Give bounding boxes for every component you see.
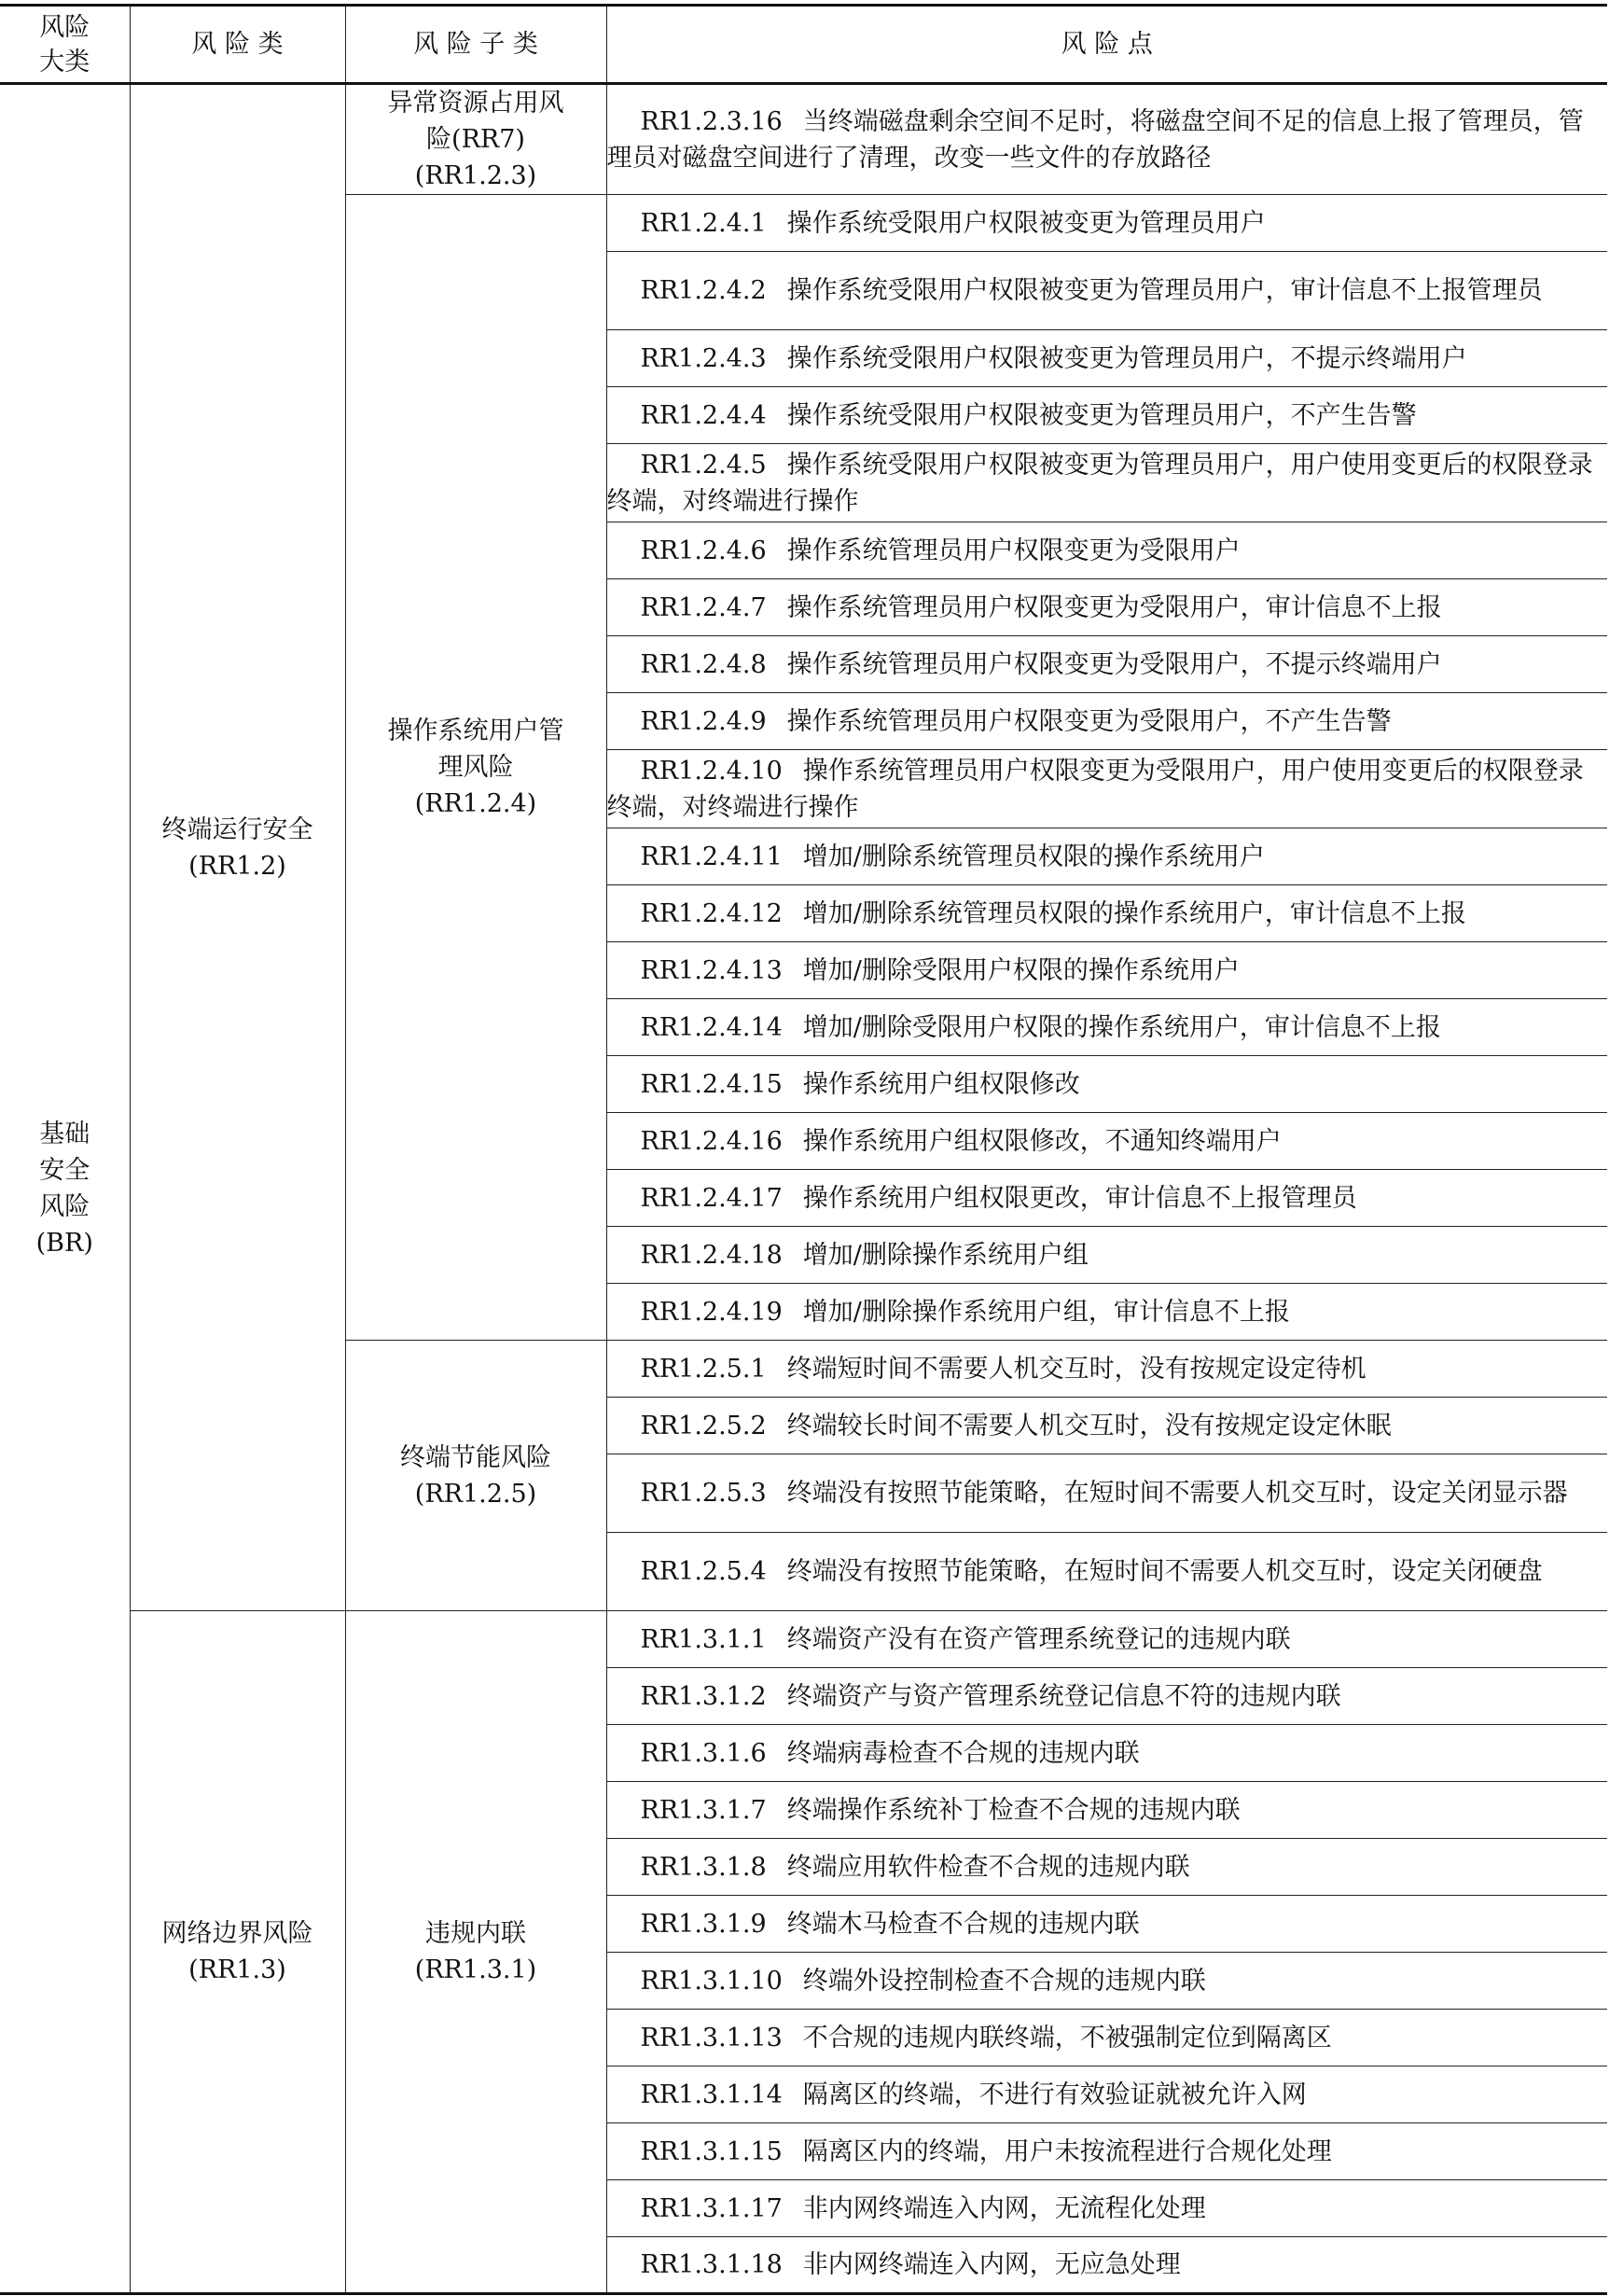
risk-point-cell	[606, 1668, 1607, 1725]
risk-code: RR1.3.1.9	[640, 1909, 767, 1939]
risk-code: RR1.2.4.1	[640, 208, 767, 238]
risk-point-cell	[606, 750, 1607, 828]
risk-code: RR1.2.4.3	[640, 343, 767, 373]
risk-text: 操作系统管理员用户权限变更为受限用户，用户使用变更后的权限登录终端，对终端进行操作	[606, 756, 1584, 822]
subclass-rr123-cell: 异常资源占用风 险(RR7) (RR1.2.3)	[345, 84, 606, 195]
risk-point-cell	[606, 387, 1607, 444]
risk-point-cell	[606, 2180, 1607, 2237]
risk-point-cell	[606, 1533, 1607, 1611]
risk-text: 操作系统用户组权限更改，审计信息不上报管理员	[802, 1183, 1357, 1213]
risk-code: RR1.3.1.8	[640, 1852, 767, 1882]
risk-point-cell	[606, 636, 1607, 693]
risk-text: 增加/删除操作系统用户组，审计信息不上报	[802, 1297, 1290, 1327]
class-terminal-cell: 终端运行安全 (RR1.2)	[130, 84, 345, 1611]
risk-point-cell	[606, 1227, 1607, 1284]
risk-text: 终端短时间不需要人机交互时，没有按规定设定待机	[786, 1354, 1366, 1384]
risk-point-cell	[606, 1341, 1607, 1398]
table-row	[0, 1611, 1607, 1668]
risk-code: RR1.2.4.16	[640, 1126, 783, 1156]
risk-text: 终端资产没有在资产管理系统登记的违规内联	[786, 1624, 1291, 1654]
risk-code: RR1.2.4.19	[640, 1297, 783, 1327]
risk-text: 操作系统管理员用户权限变更为受限用户，不产生告警	[786, 706, 1392, 736]
risk-code: RR1.3.1.13	[640, 2023, 783, 2052]
risk-point-cell	[606, 330, 1607, 387]
risk-point-cell	[606, 1056, 1607, 1113]
risk-text: 操作系统管理员用户权限变更为受限用户	[786, 536, 1241, 565]
risk-code: RR1.2.4.11	[640, 842, 783, 871]
risk-point-cell	[606, 693, 1607, 750]
header-row	[0, 6, 1607, 84]
risk-text: 操作系统受限用户权限被变更为管理员用户，用户使用变更后的权限登录终端，对终端进行操作	[606, 450, 1593, 516]
risk-text: 操作系统受限用户权限被变更为管理员用户，不提示终端用户	[786, 343, 1467, 373]
risk-point-cell	[606, 2123, 1607, 2180]
risk-code: RR1.2.4.12	[640, 898, 783, 928]
risk-text: 操作系统管理员用户权限变更为受限用户，不提示终端用户	[786, 649, 1442, 679]
table-row	[0, 84, 1607, 195]
risk-code: RR1.2.5.3	[640, 1479, 767, 1508]
risk-text: 终端外设控制检查不合规的违规内联	[802, 1966, 1206, 1996]
risk-code: RR1.3.1.10	[640, 1966, 783, 1996]
risk-text: 终端较长时间不需要人机交互时，没有按规定设定休眠	[786, 1411, 1392, 1440]
risk-text: 操作系统用户组权限修改，不通知终端用户	[802, 1126, 1282, 1156]
risk-text: 操作系统受限用户权限被变更为管理员用户，审计信息不上报管理员	[786, 276, 1543, 305]
risk-text: 终端没有按照节能策略，在短时间不需要人机交互时，设定关闭显示器	[786, 1479, 1568, 1508]
risk-point-cell	[606, 828, 1607, 885]
risk-code: RR1.2.4.7	[640, 592, 767, 622]
risk-text: 增加/删除受限用户权限的操作系统用户，审计信息不上报	[802, 1012, 1441, 1042]
risk-text: 增加/删除系统管理员权限的操作系统用户，审计信息不上报	[802, 898, 1466, 928]
risk-point-cell	[606, 1113, 1607, 1170]
risk-point-cell	[606, 522, 1607, 579]
risk-text: 隔离区内的终端，用户未按流程进行合规化处理	[802, 2136, 1332, 2166]
risk-text: 终端资产与资产管理系统登记信息不符的违规内联	[786, 1681, 1341, 1711]
risk-point-cell	[606, 1170, 1607, 1227]
risk-point-cell	[606, 1953, 1607, 2010]
risk-text: 非内网终端连入内网，无流程化处理	[802, 2193, 1206, 2223]
risk-point-cell	[606, 1398, 1607, 1454]
risk-code: RR1.2.4.5	[640, 450, 767, 480]
risk-text: 增加/删除系统管理员权限的操作系统用户	[802, 842, 1265, 871]
header-risk-point: 风 险 点	[606, 6, 1607, 84]
risk-text: 操作系统用户组权限修改	[802, 1069, 1080, 1099]
risk-code: RR1.3.1.6	[640, 1738, 767, 1768]
risk-text: 终端病毒检查不合规的违规内联	[786, 1738, 1140, 1768]
risk-code: RR1.2.4.8	[640, 649, 767, 679]
risk-code: RR1.3.1.1	[640, 1624, 767, 1654]
risk-point-cell	[606, 252, 1607, 330]
risk-point-cell	[606, 195, 1607, 252]
risk-point-cell	[606, 942, 1607, 999]
risk-code: RR1.2.4.10	[640, 756, 783, 786]
risk-text: 操作系统受限用户权限被变更为管理员用户，不产生告警	[786, 400, 1417, 430]
risk-code: RR1.2.4.18	[640, 1240, 783, 1270]
subclass-rr124-cell: 操作系统用户管 理风险 (RR1.2.4)	[345, 195, 606, 1341]
risk-point-cell	[606, 1725, 1607, 1782]
risk-point-cell	[606, 1454, 1607, 1533]
subclass-rr125-cell: 终端节能风险 (RR1.2.5)	[345, 1341, 606, 1611]
risk-code: RR1.3.1.18	[640, 2250, 783, 2279]
risk-text: 终端没有按照节能策略，在短时间不需要人机交互时，设定关闭硬盘	[786, 1557, 1543, 1586]
risk-code: RR1.2.5.4	[640, 1557, 767, 1586]
header-risk-subclass: 风 险 子 类	[345, 6, 606, 84]
risk-text: 非内网终端连入内网，无应急处理	[802, 2250, 1181, 2279]
risk-text: 操作系统受限用户权限被变更为管理员用户	[786, 208, 1266, 238]
risk-text: 操作系统管理员用户权限变更为受限用户，审计信息不上报	[786, 592, 1442, 622]
class-network-cell: 网络边界风险 (RR1.3)	[130, 1611, 345, 2294]
risk-text: 终端木马检查不合规的违规内联	[786, 1909, 1140, 1939]
risk-table	[0, 4, 1607, 2295]
header-major-category: 风险 大类	[0, 6, 130, 84]
risk-text: 增加/删除受限用户权限的操作系统用户	[802, 955, 1240, 985]
risk-code: RR1.2.4.17	[640, 1183, 783, 1213]
risk-point-cell	[606, 1284, 1607, 1341]
risk-text: 隔离区的终端，不进行有效验证就被允许入网	[802, 2080, 1307, 2109]
risk-point-cell	[606, 2237, 1607, 2294]
risk-point-cell	[606, 885, 1607, 942]
risk-text: 当终端磁盘剩余空间不足时，将磁盘空间不足的信息上报了管理员，管理员对磁盘空间进行了清理，改变一些文件的存放路径	[606, 106, 1584, 173]
header-risk-class: 风 险 类	[130, 6, 345, 84]
risk-code: RR1.2.3.16	[640, 106, 783, 136]
risk-point-cell	[606, 999, 1607, 1056]
risk-code: RR1.2.5.1	[640, 1354, 767, 1384]
risk-point-cell	[606, 579, 1607, 636]
risk-point-cell	[606, 1782, 1607, 1839]
risk-code: RR1.3.1.14	[640, 2080, 783, 2109]
risk-code: RR1.2.4.9	[640, 706, 767, 736]
risk-code: RR1.2.4.14	[640, 1012, 783, 1042]
risk-point-cell	[606, 2066, 1607, 2123]
risk-text: 终端应用软件检查不合规的违规内联	[786, 1852, 1190, 1882]
risk-code: RR1.2.4.15	[640, 1069, 783, 1099]
risk-text: 终端操作系统补丁检查不合规的违规内联	[786, 1795, 1241, 1825]
risk-text: 不合规的违规内联终端，不被强制定位到隔离区	[802, 2023, 1332, 2052]
risk-point-cell	[606, 444, 1607, 522]
risk-code: RR1.3.1.17	[640, 2193, 783, 2223]
risk-point-cell	[606, 1839, 1607, 1896]
risk-point-cell	[606, 84, 1607, 195]
major-category-cell: 基础 安全 风险 (BR)	[0, 84, 130, 2294]
risk-point-cell	[606, 1611, 1607, 1668]
risk-code: RR1.2.4.2	[640, 276, 767, 305]
subclass-rr131-cell: 违规内联 (RR1.3.1)	[345, 1611, 606, 2294]
risk-point-cell	[606, 1896, 1607, 1953]
risk-text: 增加/删除操作系统用户组	[802, 1240, 1089, 1270]
risk-code: RR1.3.1.2	[640, 1681, 767, 1711]
risk-code: RR1.2.4.4	[640, 400, 767, 430]
risk-code: RR1.2.4.6	[640, 536, 767, 565]
risk-code: RR1.2.5.2	[640, 1411, 767, 1440]
risk-code: RR1.2.4.13	[640, 955, 783, 985]
risk-point-cell	[606, 2010, 1607, 2066]
risk-code: RR1.3.1.7	[640, 1795, 767, 1825]
risk-code: RR1.3.1.15	[640, 2136, 783, 2166]
